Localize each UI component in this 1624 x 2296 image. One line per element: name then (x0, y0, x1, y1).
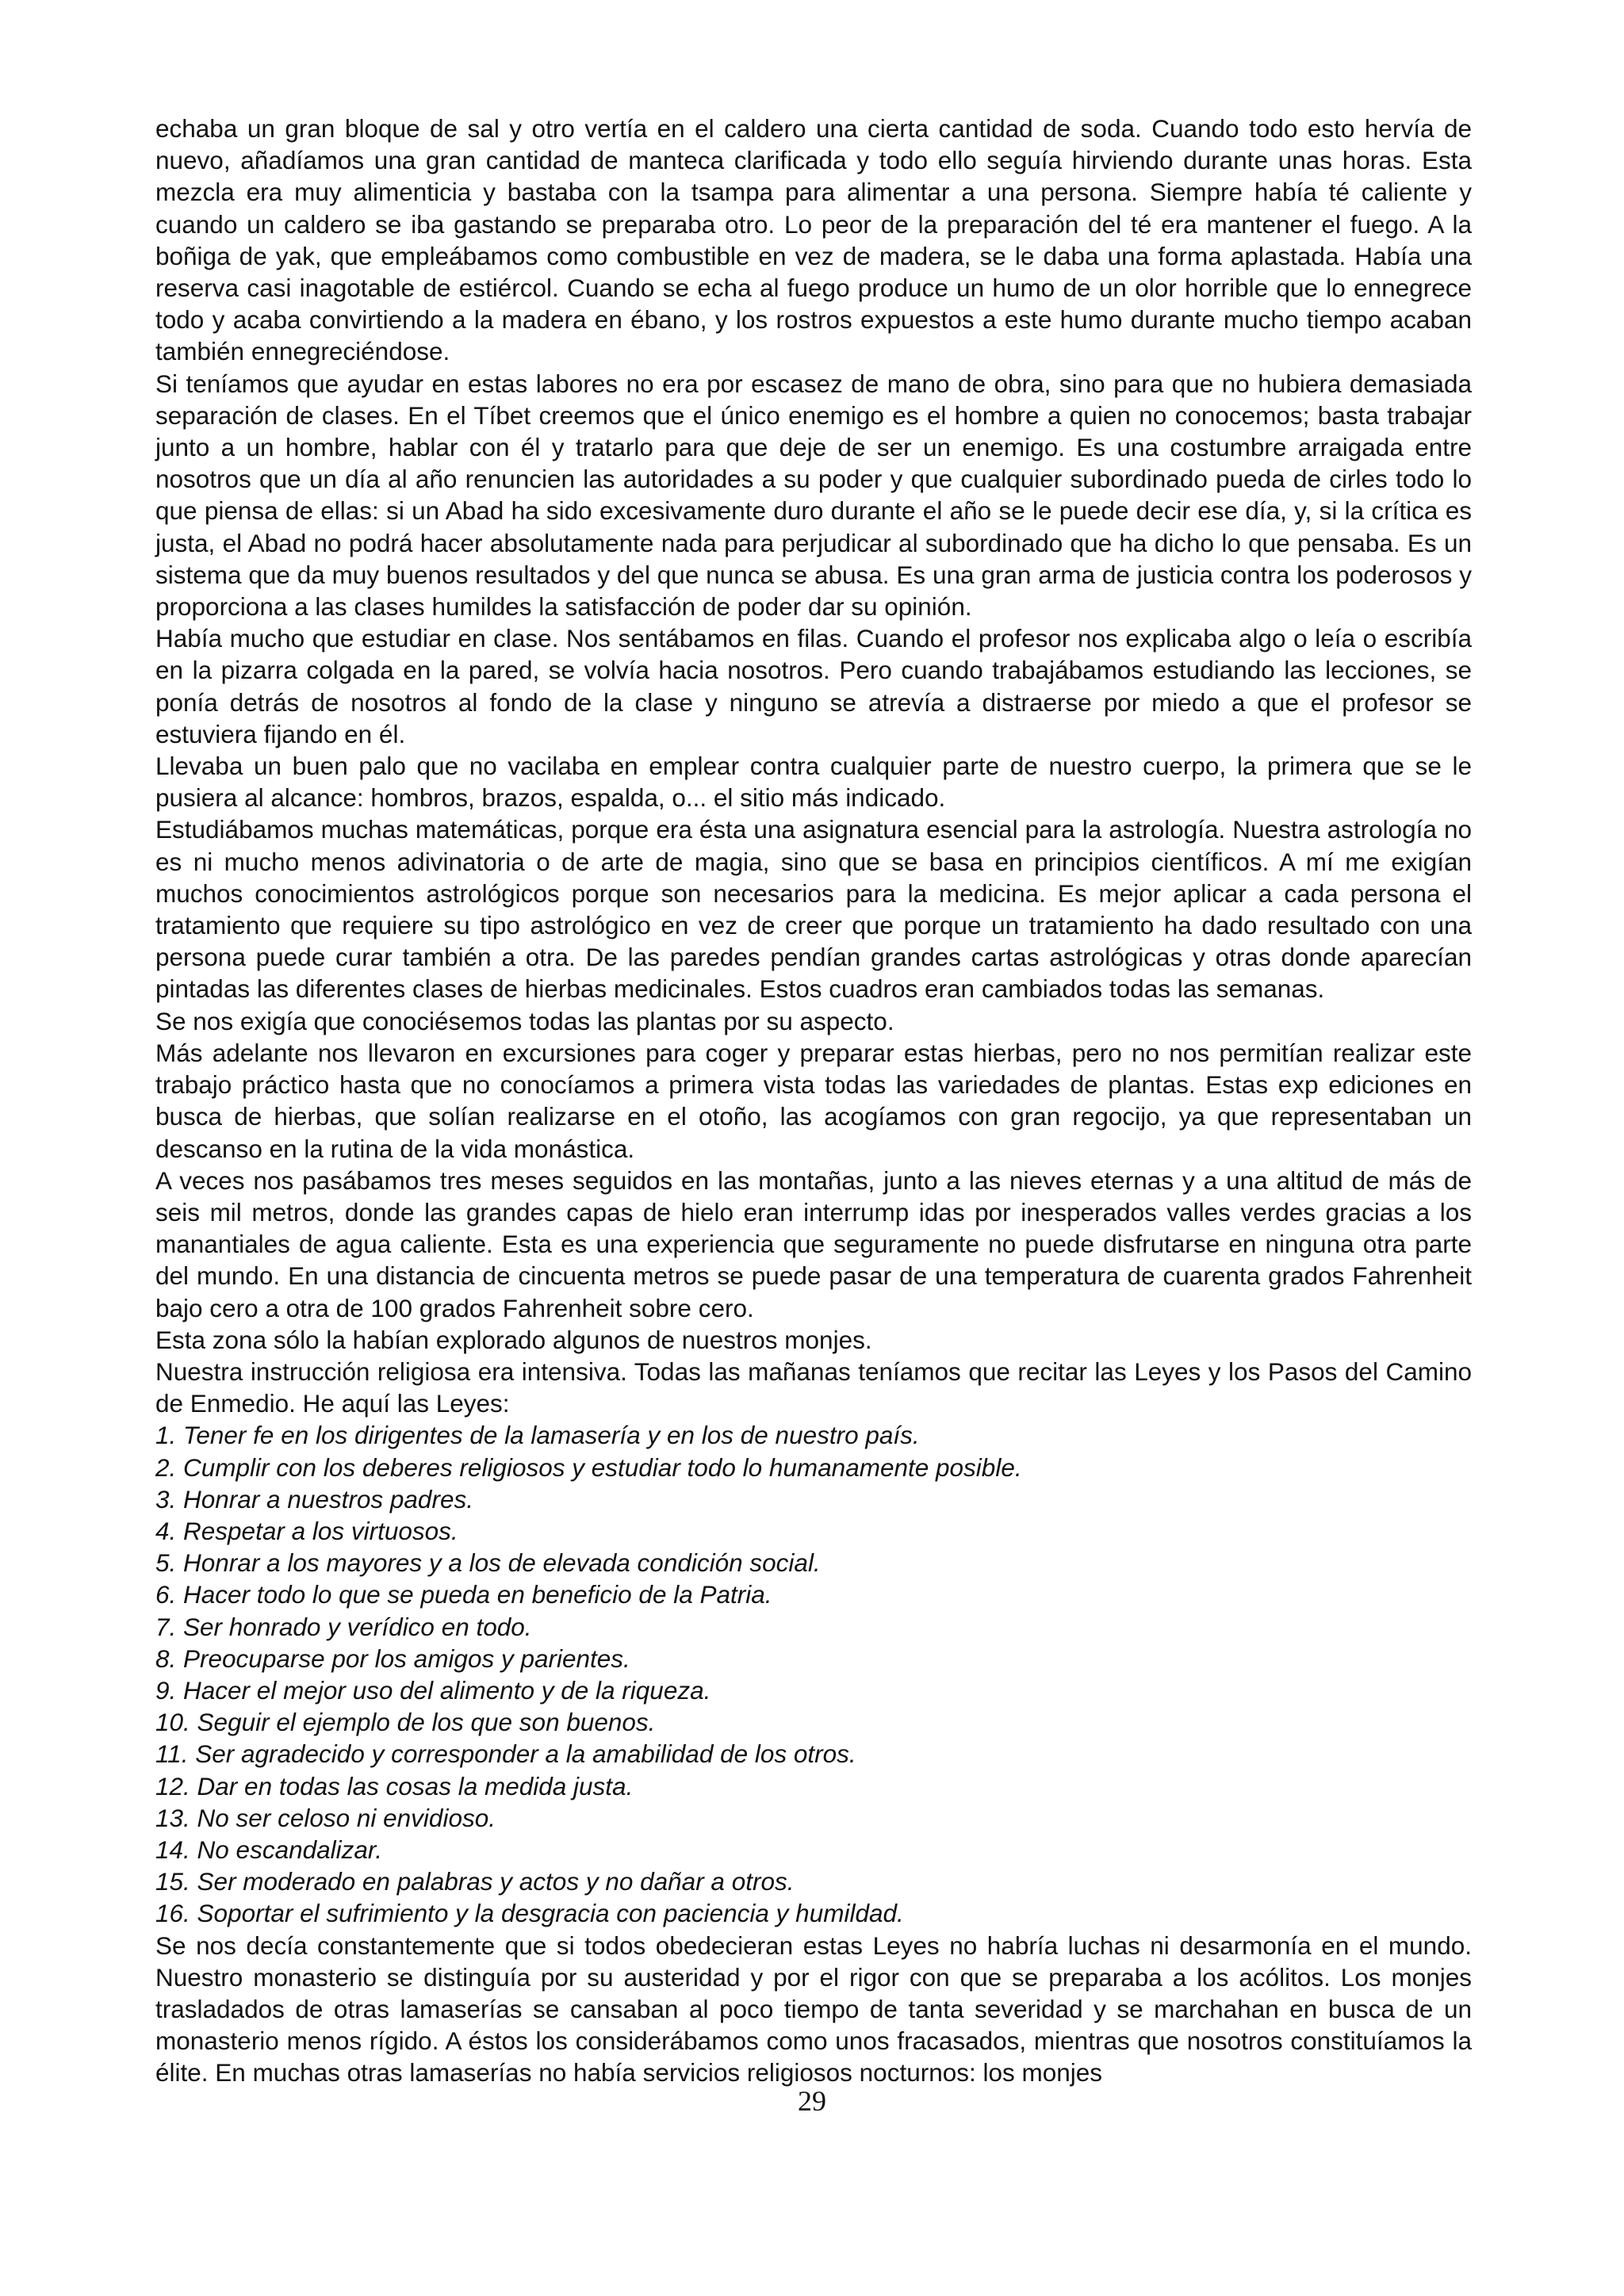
paragraph-2: Si teníamos que ayudar en estas labores no era por escasez de mano de obra, sino para que no hubiera demasiada separación de clases. En el Tíbet creemos que el único enemigo es el hombre a quien no conocemos; basta trabajar junto a un hombre, hablar con él y tratarlo para que deje de ser un enemigo. Es una costumbre arraigada entre nosotros que un día al año renuncien las autoridades a su poder y que cualquier subordinado pueda de cirles todo lo que piensa de ellas: si un Abad ha sido excesivamente duro durante el año se le puede decir ese día, y, si la crítica es justa, el Abad no podrá hacer absolutamente nada para perjudicar al subordinado que ha dicho lo que pensaba. Es un sistema que da muy buenos resultados y del que nunca se abusa. Es una gran arma de justicia contra los poderosos y proporciona a las clases humildes la satisfacción de poder dar su opinión. (155, 369, 1472, 622)
paragraph-8: A veces nos pasábamos tres meses seguidos en las montañas, junto a las nieves eternas y a una altitud de más de seis mil metros, donde las grandes capas de hielo eran interrump idas por inesperados valles verdes gracias a los manantiales de agua caliente. Esta es una experiencia que seguramente no puede disfrutarse en ninguna otra parte del mundo. En una distancia de cincuenta metros se puede pasar de una temperatura de cuarenta grados Fahrenheit bajo cero a otra de 100 grados Fahrenheit sobre cero. (155, 1165, 1472, 1322)
law-item: 16. Soportar el sufrimiento y la desgracia con paciencia y humildad. (155, 1899, 904, 1928)
law-item: 12. Dar en todas las cosas la medida justa. (155, 1771, 634, 1800)
paragraph-3: Había mucho que estudiar en clase. Nos sentábamos en filas. Cuando el profesor nos explicaba algo o leía o escribía en la pizarra colgada en la pared, se volvía hacia nosotros. Pero cuando trabajábamos estudiando las lecciones, se ponía detrás de nosotros al fondo de la clase y ninguno se atrevía a distraerse por miedo a que el profesor se estuviera fijando en él. (155, 624, 1472, 748)
paragraph-4: Llevaba un buen palo que no vacilaba en emplear contra cualquier parte de nuestro cuerpo, la primera que se le pusiera al alcance: hombros, brazos, espalda, o... el sitio más indicado. (155, 752, 1472, 813)
paragraph-1: echaba un gran bloque de sal y otro vertía en el caldero una cierta cantidad de soda. Cuando todo esto hervía de nuevo, añadíamos una gran cantidad de manteca clarificada y todo ello seguía hirviendo durante unas horas. Esta mezcla era muy alimenticia y bastaba con la tsampa para alimentar a una persona. Siempre había té caliente y cuando un caldero se iba gastando se preparaba otro. Lo peor de la preparación del té era mantener el fuego. A la boñiga de yak, que empleábamos como combustible en vez de madera, se le daba una forma aplastada. Había una reserva casi inagotable de estiércol. Cuando se echa al fuego produce un humo de un olor horrible que lo ennegrece todo y acaba convirtiendo a la madera en ébano, y los rostros expuestos a este humo durante mucho tiempo acaban también ennegreciéndose. (155, 114, 1472, 366)
law-item: 9. Hacer el mejor uso del alimento y de la riqueza. (155, 1675, 711, 1705)
law-item: 2. Cumplir con los deberes religiosos y estudiar todo lo humanamente posible. (155, 1452, 1022, 1482)
paragraph-6: Se nos exigía que conociésemos todas las plantas por su aspecto. (155, 1006, 894, 1035)
law-item: 1. Tener fe en los dirigentes de la lamasería y en los de nuestro país. (155, 1421, 920, 1450)
law-item: 6. Hacer todo lo que se pueda en beneficio de la Patria. (155, 1580, 772, 1609)
law-item: 10. Seguir el ejemplo de los que son buenos. (155, 1708, 656, 1737)
law-item: 3. Honrar a nuestros padres. (155, 1484, 473, 1513)
law-item: 5. Honrar a los mayores y a los de elevada condición social. (155, 1548, 821, 1578)
paragraph-11: Se nos decía constantemente que si todos obedecieran estas Leyes no habría luchas ni desarmonía en el mundo. Nuestro monasterio se distinguía por su austeridad y por el rigor con que se preparaba a los acólitos. Los monjes trasladados de otras lamaserías se cansaban al poco tiempo de tanta severidad y se marchahan en busca de un monasterio menos rígido. A éstos los considerábamos como unos fracasados, mientras que nosotros constituíamos la élite. En muchas otras lamaserías no había servicios religiosos nocturnos: los monjes (155, 1931, 1472, 2087)
laws-list (155, 1419, 1472, 1929)
law-item: 4. Respetar a los virtuosos. (155, 1516, 458, 1545)
text-block-after (155, 1930, 1472, 2089)
page-body (155, 113, 1472, 2190)
page-number: 29 (798, 2085, 826, 2117)
law-item: 15. Ser moderado en palabras y actos y no dañar a otros. (155, 1867, 795, 1896)
paragraph-7: Más adelante nos llevaron en excursiones para coger y preparar estas hierbas, pero no nos permitían realizar este trabajo práctico hasta que no conocíamos a primera vista todas las variedades de plantas. Estas exp ediciones en busca de hierbas, que solían realizarse en el otoño, las acogíamos con gran regocijo, ya que representaban un descanso en la rutina de la vida monástica. (155, 1038, 1472, 1163)
law-item: 13. No ser celoso ni envidioso. (155, 1803, 496, 1832)
law-item: 8. Preocuparse por los amigos y parientes. (155, 1644, 630, 1673)
law-item: 7. Ser honrado y verídico en todo. (155, 1612, 532, 1641)
law-item: 11. Ser agradecido y corresponder a la amabilidad de los otros. (155, 1739, 856, 1769)
law-item: 14. No escandalizar. (155, 1835, 382, 1864)
paragraph-9: Esta zona sólo la habían explorado algunos de nuestros monjes. (155, 1325, 872, 1354)
paragraph-5: Estudiábamos muchas matemáticas, porque era ésta una asignatura esencial para la astrología. Nuestra astrología no es ni mucho menos adivinatoria o de arte de magia, sino que se basa en principios científicos. A mí me exigían muchos conocimientos astrológicos porque son necesarios para la medicina. Es mejor aplicar a cada persona el tratamiento que requiere su tipo astrológico en vez de creer que porque un tratamiento ha dado resultado con una persona puede curar también a otra. De las paredes pendían grandes cartas astrológicas y otras donde aparecían pintadas las diferentes clases de hierbas medicinales. Estos cuadros eran cambiados todas las semanas. (155, 815, 1472, 1004)
text-block-before (155, 113, 1472, 1419)
paragraph-10: Nuestra instrucción religiosa era intensiva. Todas las mañanas teníamos que recitar las Leyes y los Pasos del Camino de Enmedio. He aquí las Leyes: (155, 1357, 1472, 1418)
